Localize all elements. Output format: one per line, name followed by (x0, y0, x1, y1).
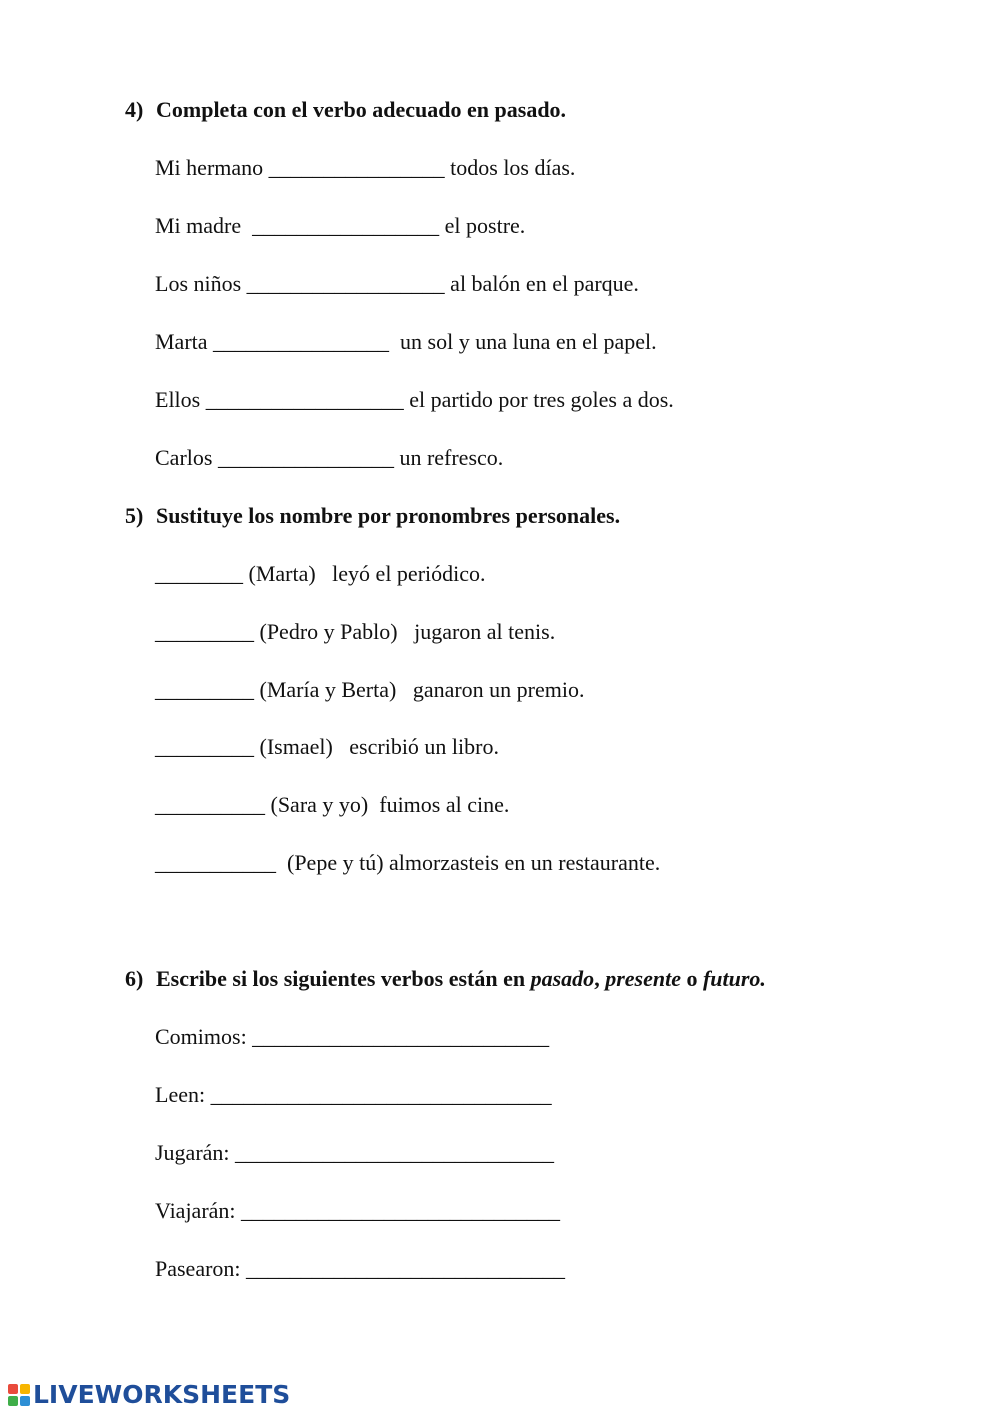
section-4-title: Completa con el verbo adecuado en pasado. (156, 97, 567, 122)
section-4-item-5: Ellos __________________ el partido por tres goles a dos. (155, 387, 674, 412)
section-5-title: Sustituye los nombre por pronombres personales. (156, 503, 621, 528)
section-5-number: 5) (125, 503, 144, 528)
section-6-title-presente: presente (605, 966, 681, 991)
liveworksheets-logo-icon (8, 1384, 30, 1406)
section-6-item-3: Jugarán: _____________________________ (155, 1140, 555, 1165)
section-6-item-1: Comimos: ___________________________ (155, 1024, 550, 1049)
section-5-item-4: _________ (Ismael) escribió un libro. (155, 734, 499, 759)
section-4-number: 4) (125, 97, 144, 122)
section-5-item-6: ___________ (Pepe y tú) almorzasteis en un restaurante. (155, 850, 661, 875)
logo-square-1 (8, 1384, 18, 1394)
section-6-title-futuro: futuro. (702, 966, 766, 991)
section-6-title-start: Escribe si los siguientes verbos están en (156, 966, 531, 991)
section-5-heading (125, 503, 620, 529)
logo-square-3 (8, 1396, 18, 1406)
section-6-title-comma: , (594, 966, 606, 991)
section-4-item-4: Marta ________________ un sol y una luna en el papel. (155, 329, 657, 354)
section-4-item-2: Mi madre _________________ el postre. (155, 213, 526, 238)
logo-square-4 (20, 1396, 30, 1406)
section-5-item-2: _________ (Pedro y Pablo) jugaron al tenis. (155, 619, 556, 644)
section-6-heading (125, 966, 766, 992)
section-5-item-1: ________ (Marta) leyó el periódico. (155, 561, 486, 586)
section-4-item-1: Mi hermano ________________ todos los días. (155, 155, 576, 180)
section-6-item-2: Leen: _______________________________ (155, 1082, 552, 1107)
section-6-title-o: o (680, 966, 703, 991)
section-4-item-6: Carlos ________________ un refresco. (155, 445, 504, 470)
section-5-item-3: _________ (María y Berta) ganaron un premio. (155, 677, 585, 702)
section-4-heading (125, 97, 566, 123)
section-6-item-5: Pasearon: _____________________________ (155, 1256, 566, 1281)
liveworksheets-logo-text: LIVEWORKSHEETS (33, 1380, 291, 1409)
section-6-item-4: Viajarán: _____________________________ (155, 1198, 561, 1223)
section-6-title-pasado: pasado (530, 966, 595, 991)
section-4-item-3: Los niños __________________ al balón en el parque. (155, 271, 639, 296)
logo-square-2 (20, 1384, 30, 1394)
liveworksheets-logo (8, 1380, 290, 1410)
section-5-item-5: __________ (Sara y yo) fuimos al cine. (155, 792, 510, 817)
section-6-number: 6) (125, 966, 144, 991)
